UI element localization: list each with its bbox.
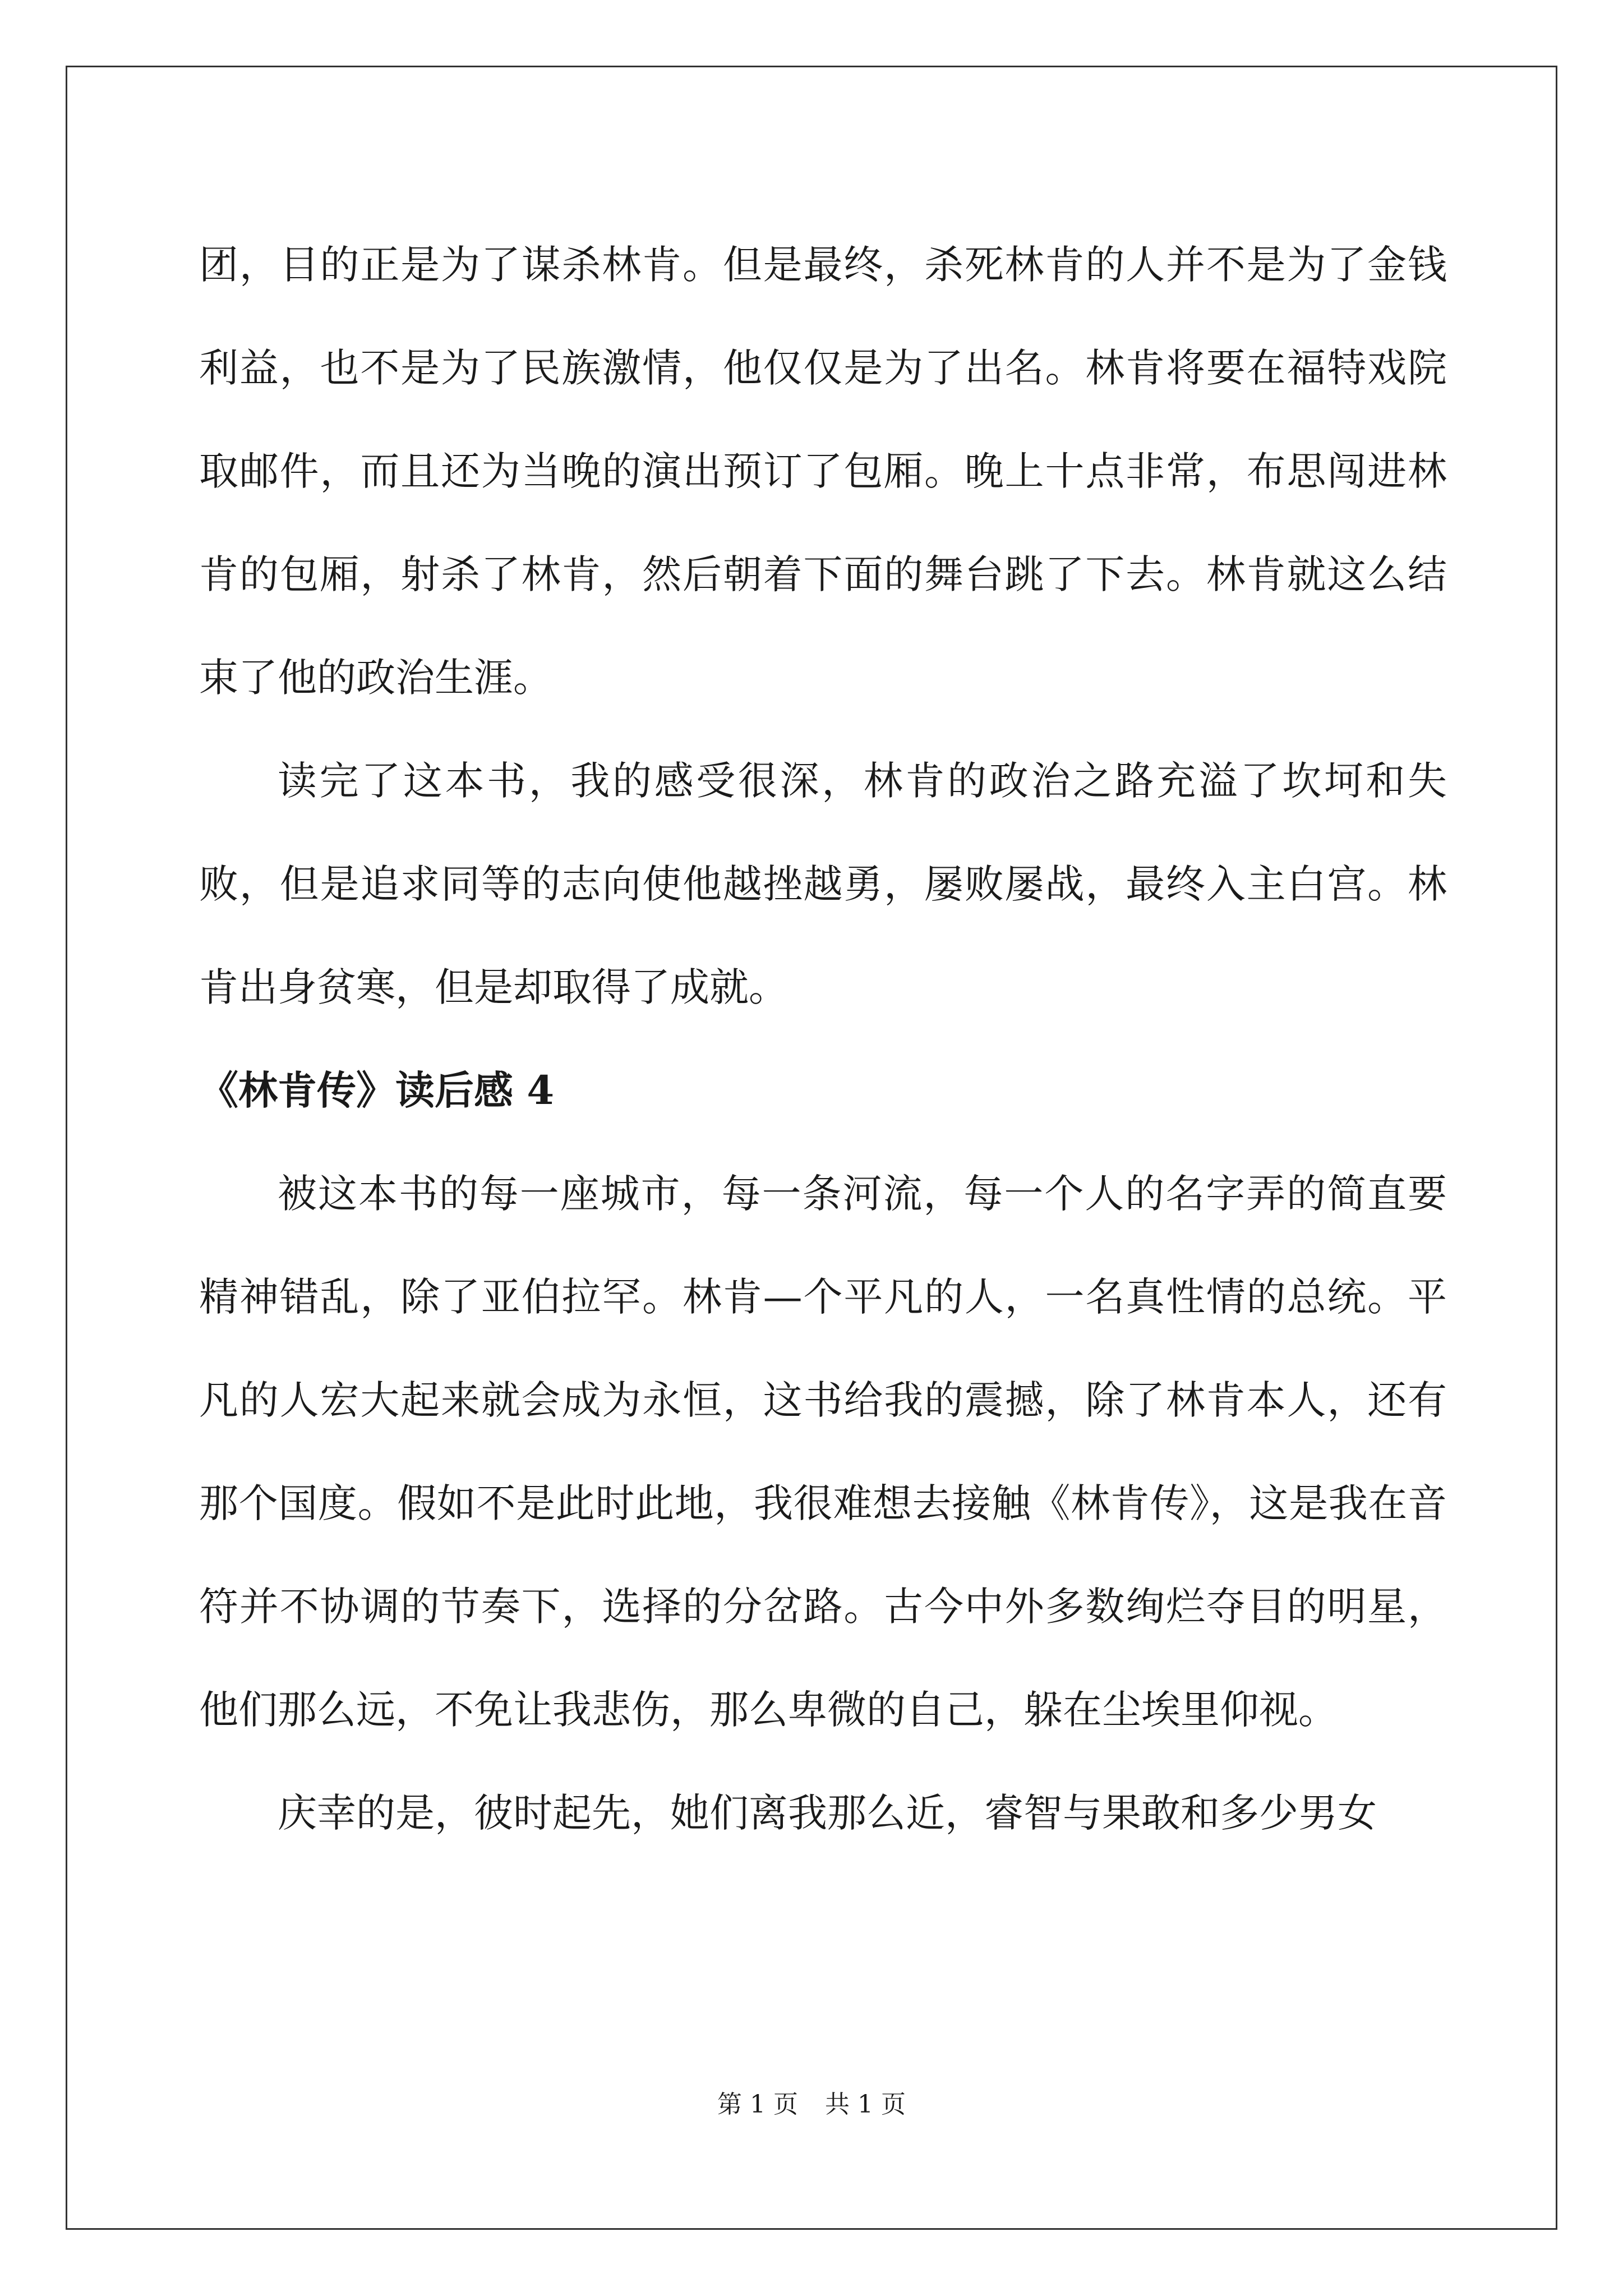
- paragraph-1: 团，目的正是为了谋杀林肯。但是最终，杀死林肯的人并不是为了金钱利益，也不是为了民族激情，他仅仅是为了出名。林肯将要在福特戏院取邮件，而且还为当晚的演出预订了包厢。晚上十点非常，布思闯进林肯的包厢，射杀了林肯，然后朝着下面的舞台跳了下去。林肯就这么结束了他的政治生涯。: [199, 242, 1447, 701]
- document-body: [199, 213, 1447, 1865]
- page-number: 第 1 页: [717, 2090, 798, 2119]
- paragraph-2: 读完了这本书，我的感受很深，林肯的政治之路充溢了坎坷和失败，但是追求同等的志向使他越挫越勇，屡败屡战，最终入主白宫。林肯出身贫寒，但是却取得了成就。: [199, 758, 1447, 1010]
- section-paragraph-1: 被这本书的每一座城市，每一条河流，每一个人的名字弄的简直要精神错乱，除了亚伯拉罕。林肯—个平凡的人，一名真性情的总统。平凡的人宏大起来就会成为永恒，这书给我的震撼，除了林肯本人，还有那个国度。假如不是此时此地，我很难想去接触《林肯传》，这是我在音符并不协调的节奏下，选择的分岔路。古今中外多数绚烂夺目的明星，他们那么远，不免让我悲伤，那么卑微的自己，躲在尘埃里仰视。: [199, 1171, 1447, 1733]
- section-title: 《林肯传》读后感 4: [199, 1067, 555, 1114]
- page-footer: [0, 2088, 1623, 2122]
- section-paragraph-2: 庆幸的是，彼时起先，她们离我那么近，睿智与果敢和多少男女: [278, 1790, 1377, 1836]
- page-total: 共 1 页: [825, 2090, 906, 2119]
